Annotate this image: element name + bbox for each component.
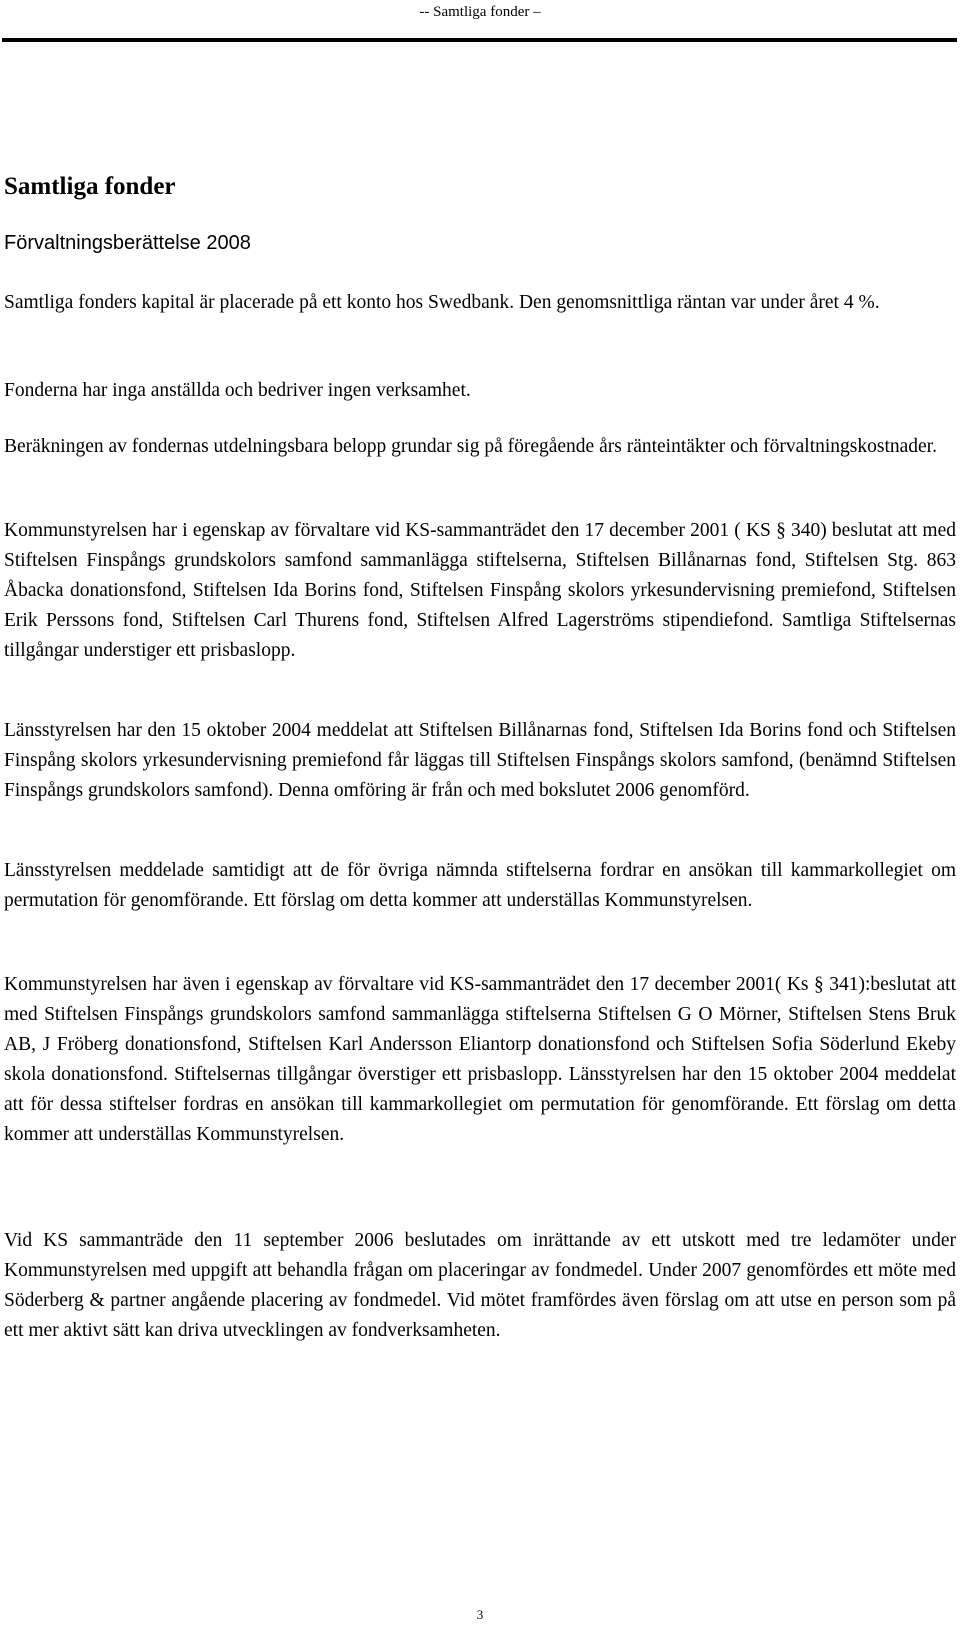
paragraph-employees: Fonderna har inga anställda och bedriver ingen verksamhet.: [4, 380, 471, 401]
paragraph-ks-341: Kommunstyrelsen har även i egenskap av förvaltare vid KS-sammanträdet den 17 december 2001( Ks § 341):beslutat att med Stiftelsen Finspångs grundskolors samfond sammanlägga stiftelserna Stiftelsen G O Mörner, Stiftelsen Stens Bruk AB, J Fröberg donationsfond, Stiftelsen Karl Andersson Eliantorp donationsfond och Stiftelsen Sofia Söderlund Ekeby skola donationsfond. Stiftelsernas tillgångar överstiger ett prisbaslopp. Länsstyrelsen har den 15 oktober 2004 meddelat att för dessa stiftelser fordras en ansökan till kammarkollegiet om permutation för genomförande. Ett förslag om detta kommer att underställas Kommunstyrelsen.: [4, 974, 956, 1145]
document-title: Samtliga fonder: [4, 173, 176, 200]
paragraph-permutation: Länsstyrelsen meddelade samtidigt att de för övriga nämnda stiftelserna fordrar en ansökan till kammarkollegiet om permutation för genomförande. Ett förslag om detta kommer att underställas Kommunstyrelsen.: [4, 860, 956, 911]
paragraph-lansstyrelsen-2004: Länsstyrelsen har den 15 oktober 2004 meddelat att Stiftelsen Billånarnas fond, Stiftelsen Ida Borins fond och Stiftelsen Finspång skolors yrkesundervisning premiefond får läggas till Stiftelsen Finspångs skolors samfond, (benämnd Stiftelsen Finspångs grundskolors samfond). Denna omföring är från och med bokslutet 2006 genomförd.: [4, 720, 956, 801]
document-subtitle: Förvaltningsberättelse 2008: [4, 232, 251, 254]
paragraph-utskott: Vid KS sammanträde den 11 september 2006 beslutades om inrättande av ett utskott med tre ledamöter under Kommunstyrelsen med uppgift att behandla frågan om placeringar av fondmedel. Under 2007 genomfördes ett möte med Söderberg & partner angående placering av fondmedel. Vid mötet framfördes även förslag om att utse en person som på ett mer aktivt sätt kan driva utvecklingen av fondverksamheten.: [4, 1230, 956, 1341]
running-header: -- Samtliga fonder –: [419, 4, 541, 20]
paragraph-calculation: Beräkningen av fondernas utdelningsbara belopp grundar sig på föregående års ränteintäkter och förvaltningskostnader.: [4, 436, 937, 457]
paragraph-capital: Samtliga fonders kapital är placerade på ett konto hos Swedbank. Den genomsnittliga räntan var under året 4 %.: [4, 292, 880, 313]
header-rule: [2, 38, 957, 42]
paragraph-ks-340: Kommunstyrelsen har i egenskap av förvaltare vid KS-sammanträdet den 17 december 2001 ( KS § 340) beslutat att med Stiftelsen Finspångs grundskolors samfond sammanlägga stiftelserna, Stiftelsen Billånarnas fond, Stiftelsen Stg. 863 Åbacka donationsfond, Stiftelsen Ida Borins fond, Stiftelsen Finspång skolors yrkesundervisning premiefond, Stiftelsen Erik Perssons fond, Stiftelsen Carl Thurens fond, Stiftelsen Alfred Lagerströms stipendiefond. Samtliga Stiftelsernas tillgångar understiger ett prisbaslopp.: [4, 520, 956, 661]
page-number: 3: [476, 1607, 484, 1622]
